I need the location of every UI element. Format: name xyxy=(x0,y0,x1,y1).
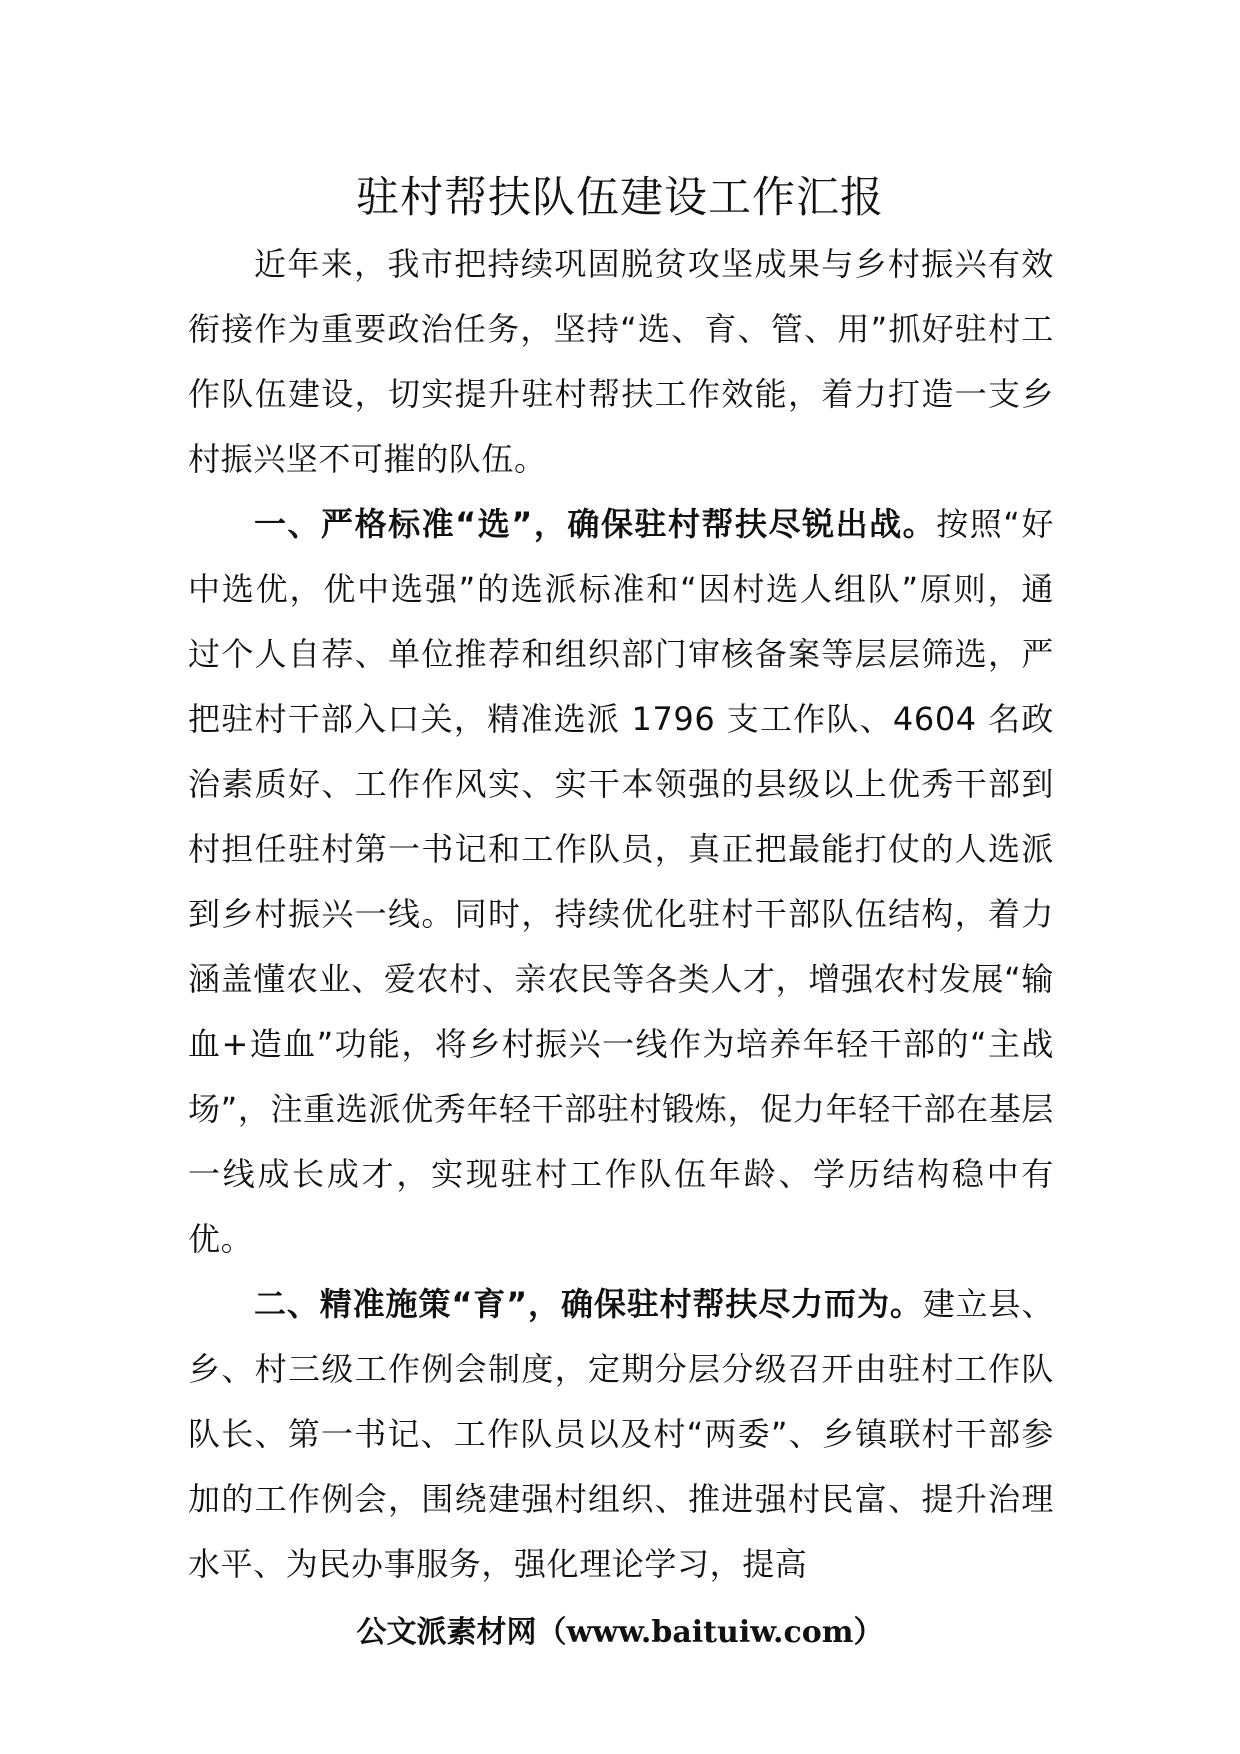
paragraph xyxy=(188,232,1054,492)
paragraph-text: 建立县、乡、村三级工作例会制度，定期分层分级召开由驻村工作队队长、第一书记、工作队员以及村“两委”、乡镇联村干部参加的工作例会，围绕建强村组织、推进强村民富、提升治理水平、为民办事服务，强化理论学习，提高 xyxy=(188,1285,1054,1583)
document-body xyxy=(188,232,1054,1597)
paragraph-text: 近年来，我市把持续巩固脱贫攻坚成果与乡村振兴有效衔接作为重要政治任务，坚持“选、育、管、用”抓好驻村工作队伍建设，切实提升驻村帮扶工作效能，着力打造一支乡村振兴坚不可摧的队伍。 xyxy=(188,245,1054,478)
paragraph-lead: 二、精准施策“育”，确保驻村帮扶尽力而为。 xyxy=(254,1285,923,1323)
document-title: 驻村帮扶队伍建设工作汇报 xyxy=(356,173,884,223)
paragraph-lead: 一、严格标准“选”，确保驻村帮扶尽锐出战。 xyxy=(254,505,937,543)
page-footer-source: 公文派素材网（www.baituiw.com） xyxy=(356,1615,884,1650)
paragraph xyxy=(188,1272,1054,1597)
paragraph-text: 按照“好中选优，优中选强”的选派标准和“因村选人组队”原则，通过个人自荐、单位推荐和组织部门审核备案等层层筛选，严把驻村干部入口关，精准选派 1796 支工作队、4604 名政治素质好、工作作风实、实干本领强的县级以上优秀干部到村担任驻村第一书记和工作队员，真正把最能打仗的人选派到乡村振兴一线。同时，持续优化驻村干部队伍结构，着力涵盖懂农业、爱农村、亲农民等各类人才，增强农村发展“输血+造血”功能，将乡村振兴一线作为培养年轻干部的“主战场”，注重选派优秀年轻干部驻村锻炼，促力年轻干部在基层一线成长成才，实现驻村工作队伍年龄、学历结构稳中有优。 xyxy=(188,505,1054,1258)
paragraph xyxy=(188,492,1054,1272)
